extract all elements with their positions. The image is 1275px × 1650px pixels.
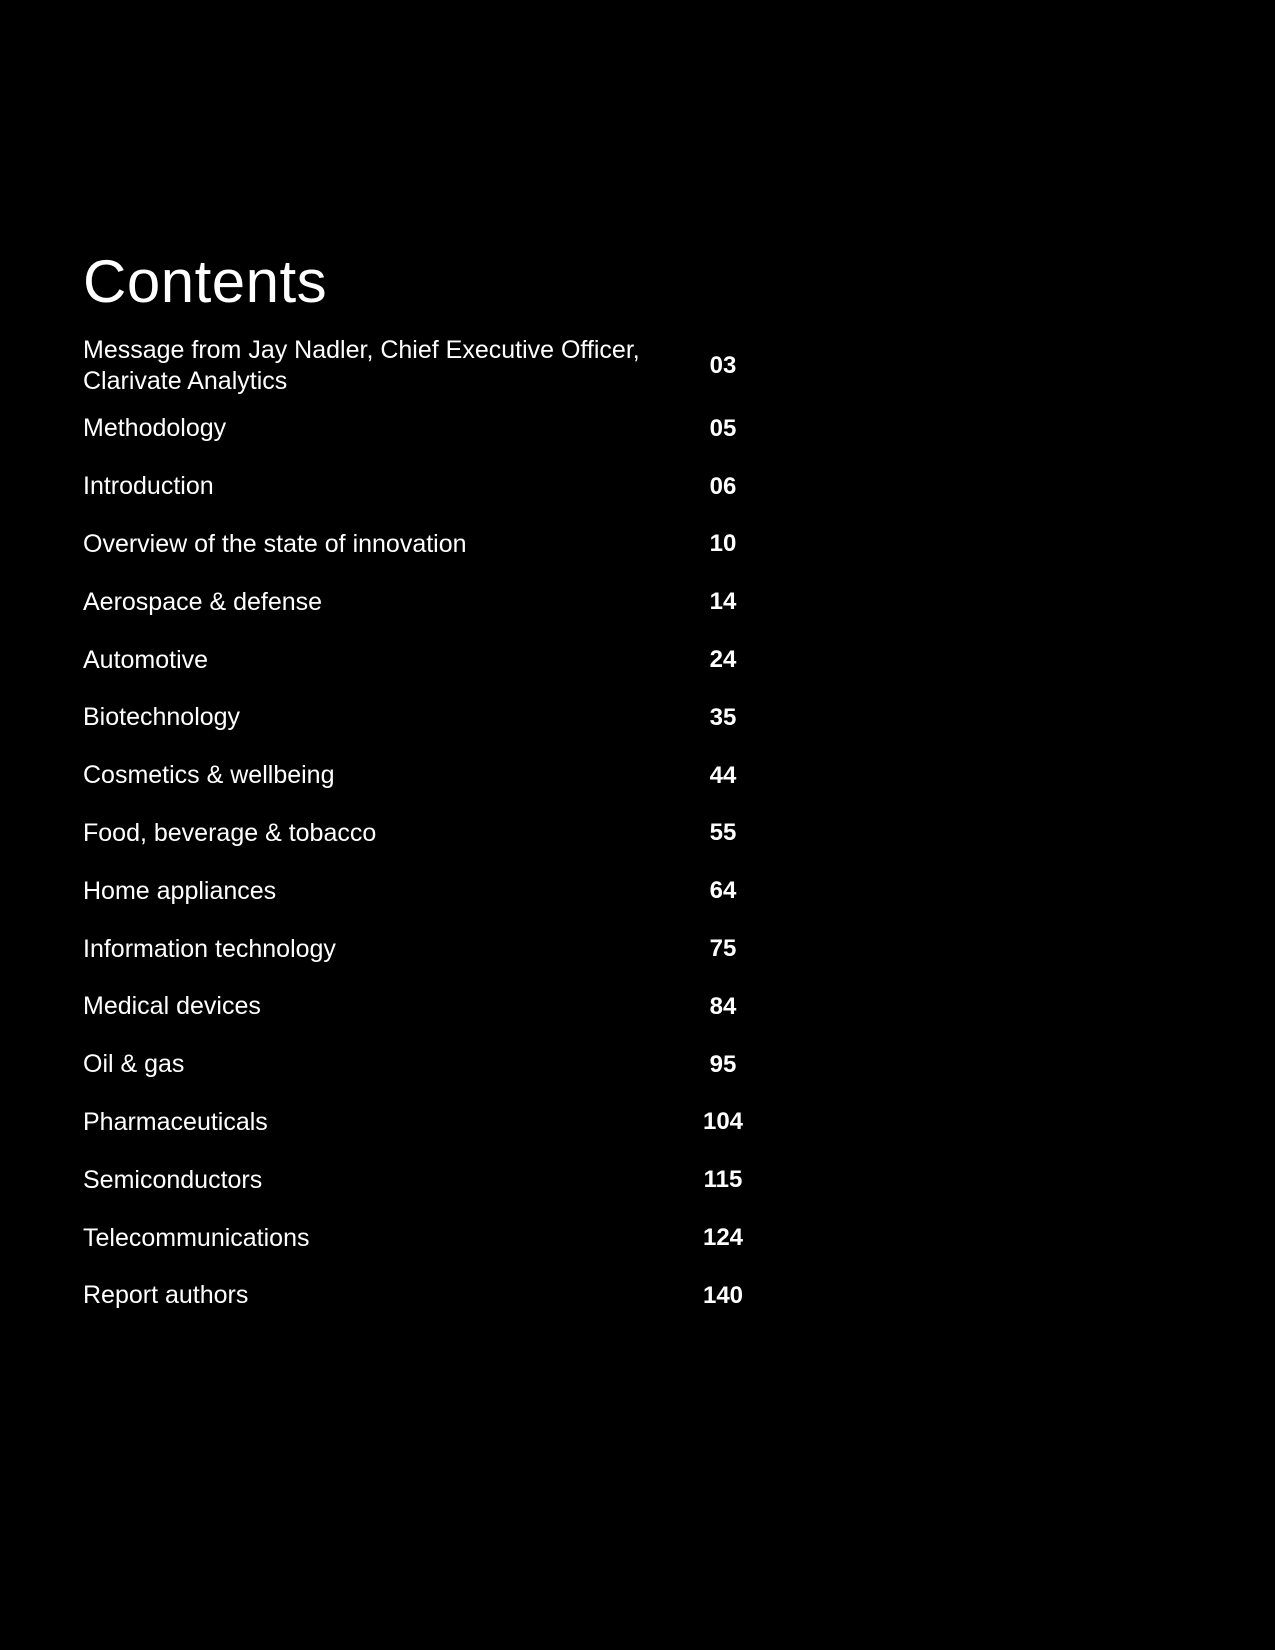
- toc-entry-page: 44: [709, 761, 737, 789]
- toc-entry-information-technology[interactable]: [83, 920, 763, 978]
- toc-entry-title: Introduction: [83, 472, 214, 501]
- page-title: Contents: [83, 248, 328, 315]
- toc-entry-title: Telecommunications: [83, 1223, 310, 1252]
- toc-entry-title: Aerospace & defense: [83, 587, 323, 616]
- toc-entry-introduction[interactable]: [83, 458, 763, 516]
- toc-entry-title: Report authors: [83, 1281, 249, 1310]
- toc-entry-title: Oil & gas: [83, 1050, 185, 1079]
- toc-entry-page: 24: [709, 646, 737, 674]
- toc-entry-page: 06: [709, 472, 737, 500]
- toc-entry-pharmaceuticals[interactable]: [83, 1094, 763, 1152]
- toc-entry-aerospace-defense[interactable]: [83, 573, 763, 631]
- toc-entry-title: Home appliances: [83, 876, 277, 905]
- toc-entry-biotechnology[interactable]: [83, 689, 763, 747]
- toc-entry-page: 64: [709, 877, 737, 905]
- toc-entry-title: Information technology: [83, 934, 336, 963]
- toc-entry-page: 55: [709, 819, 737, 847]
- toc-entry-food-beverage-tobacco[interactable]: [83, 805, 763, 863]
- toc-entry-page: 95: [709, 1050, 737, 1078]
- toc-entry-title: Biotechnology: [83, 703, 241, 732]
- toc-entry-page: 75: [709, 935, 737, 963]
- toc-entry-title: Medical devices: [83, 992, 261, 1021]
- toc-entry-page: 140: [702, 1281, 744, 1309]
- toc-entry-title: Food, beverage & tobacco: [83, 818, 377, 847]
- toc-entry-page: 10: [709, 530, 737, 558]
- toc-entry-cosmetics-wellbeing[interactable]: [83, 747, 763, 805]
- toc-entry-page: 14: [709, 588, 737, 616]
- toc-entry-title: Automotive: [83, 645, 209, 674]
- toc-entry-telecommunications[interactable]: [83, 1209, 763, 1267]
- toc-entry-methodology[interactable]: [83, 400, 763, 458]
- toc-entry-report-authors[interactable]: [83, 1267, 763, 1325]
- toc-entry-page: 03: [709, 352, 737, 379]
- toc-entry-title: Pharmaceuticals: [83, 1107, 268, 1136]
- toc-entry-page: 115: [703, 1166, 743, 1194]
- toc-entry-medical-devices[interactable]: [83, 978, 763, 1036]
- toc-entry-title: Cosmetics & wellbeing: [83, 761, 335, 790]
- toc-entry-page: 104: [702, 1108, 744, 1136]
- toc-entry-title: Semiconductors: [83, 1165, 263, 1194]
- toc-entry-overview[interactable]: [83, 516, 763, 574]
- toc-entry-home-appliances[interactable]: [83, 862, 763, 920]
- toc-entry-oil-gas[interactable]: [83, 1036, 763, 1094]
- toc-entry-title: Methodology: [83, 414, 227, 443]
- toc-entry-page: 35: [709, 703, 737, 731]
- toc-entry-title: Message from Jay Nadler, Chief Executive Officer, Clarivate Analytics: [83, 336, 640, 395]
- toc-entry-page: 05: [709, 414, 737, 442]
- toc-entry-semiconductors[interactable]: [83, 1151, 763, 1209]
- toc-entry-automotive[interactable]: [83, 631, 763, 689]
- toc-entry-page: 124: [702, 1224, 744, 1252]
- toc-entry-title: Overview of the state of innovation: [83, 529, 467, 558]
- table-of-contents: [83, 332, 763, 1325]
- toc-entry-ceo-message[interactable]: [83, 332, 763, 400]
- toc-entry-page: 84: [709, 992, 737, 1020]
